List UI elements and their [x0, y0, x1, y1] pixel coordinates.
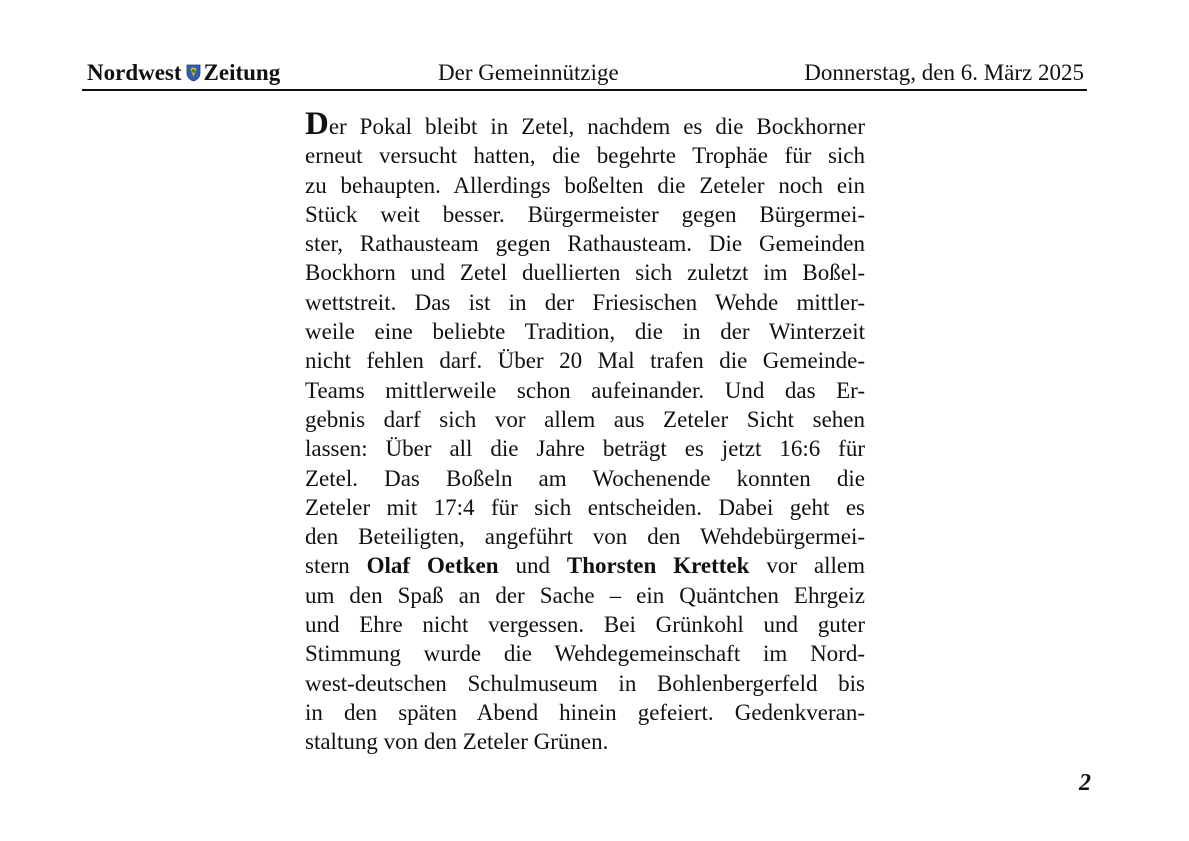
article-line: staltung von den Zeteler Grünen.	[305, 729, 609, 755]
article-body	[305, 106, 866, 757]
article-line: wettstreit. Das ist in der Friesischen Wehde mittler-	[305, 289, 865, 315]
newspaper-name-part2: Zeitung	[203, 60, 281, 85]
newspaper-name-part1: Nordwest	[87, 60, 182, 85]
article-line: in den späten Abend hinein gefeiert. Gedenkveran-	[305, 699, 865, 725]
article-line: nicht fehlen darf. Über 20 Mal trafen die Gemeinde-	[305, 348, 865, 374]
article-text-segment: stern	[305, 553, 367, 579]
article-line: und Ehre nicht vergessen. Bei Grünkohl und guter	[305, 612, 865, 638]
page-header	[83, 58, 1086, 88]
person-name-thorsten-krettek: Thorsten Krettek	[566, 553, 750, 579]
article-text-segment: und	[498, 553, 567, 579]
drop-cap: D	[305, 106, 329, 142]
article-line: lassen: Über all die Jahre beträgt es jetzt 16:6 für	[305, 436, 865, 462]
article-line: weile eine beliebte Tradition, die in der Winterzeit	[305, 319, 865, 345]
article-line: Bockhorn und Zetel duellierten sich zuletzt im Boßel-	[305, 260, 865, 286]
article-line: Zetel. Das Boßeln am Wochenende konnten die	[305, 465, 865, 491]
coat-of-arms-icon	[186, 64, 201, 82]
article-line	[305, 106, 865, 142]
article-line: Teams mittlerweile schon aufeinander. Und das Er-	[305, 377, 865, 403]
article-line	[305, 551, 865, 580]
header-divider	[82, 89, 1087, 91]
article-line: den Beteiligten, angeführt von den Wehdebürgermei-	[305, 524, 865, 550]
issue-date: Donnerstag, den 6. März 2025	[804, 60, 1084, 85]
article-line: ster, Rathausteam gegen Rathausteam. Die Gemeinden	[305, 231, 865, 257]
article-line: west-deutschen Schulmuseum in Bohlenbergerfeld bis	[305, 670, 865, 696]
article-line: Stück weit besser. Bürgermeister gegen Bürgermei-	[305, 201, 865, 227]
article-line: gebnis darf sich vor allem aus Zeteler Sicht sehen	[305, 406, 865, 432]
article-line: zu behaupten. Allerdings boßelten die Zeteler noch ein	[305, 172, 865, 198]
newspaper-name	[87, 58, 280, 88]
article-line: um den Spaß an der Sache – ein Quäntchen Ehrgeiz	[305, 582, 865, 608]
article-line: Zeteler mit 17:4 für sich entscheiden. Dabei geht es	[305, 494, 865, 520]
person-name-olaf-oetken: Olaf Oetken	[366, 553, 499, 579]
page-number: 2	[1079, 770, 1091, 796]
article-line-text: er Pokal bleibt in Zetel, nachdem es die Bockhorner	[328, 114, 865, 139]
section-title: Der Gemeinnützige	[438, 60, 619, 85]
article-line: Stimmung wurde die Wehdegemeinschaft im Nord-	[305, 641, 865, 667]
article-text-segment: vor allem	[749, 553, 866, 579]
article-line: erneut versucht hatten, die begehrte Trophäe für sich	[305, 143, 865, 169]
